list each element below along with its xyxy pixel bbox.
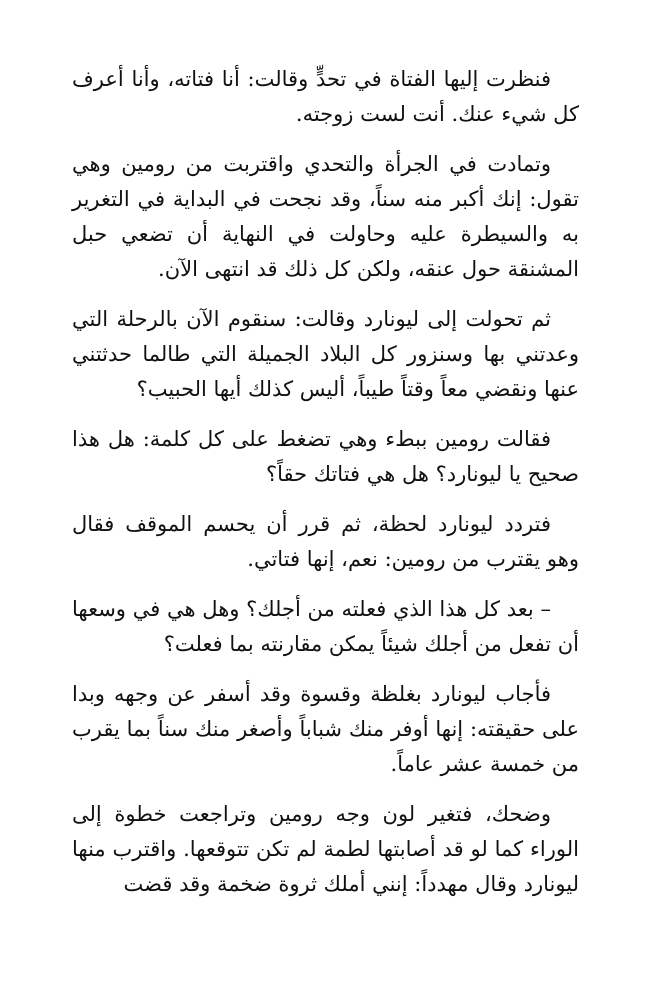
text-body <box>72 62 579 917</box>
paragraph: فأجاب ليونارد بغلظة وقسوة وقد أسفر عن وجهه وبدا على حقيقته: إنها أوفر منك شباباً وأصغر منك سناً بما يقرب من خمسة عشر عاماً. <box>72 682 579 776</box>
paragraph: وتمادت في الجرأة والتحدي واقتربت من رومين وهي تقول: إنك أكبر منه سناً، وقد نجحت في البداية في التغرير به والسيطرة عليه وحاولت في النهاية أن تضعي حبل المشنقة حول عنقه، ولكن كل ذلك قد انتهى الآن. <box>72 152 579 281</box>
paragraph: فنظرت إليها الفتاة في تحدٍّ وقالت: أنا فتاته، وأنا أعرف كل شيء عنك. أنت لست زوجته. <box>72 67 579 126</box>
paragraph: وضحك، فتغير لون وجه رومين وتراجعت خطوة إلى الوراء كما لو قد أصابتها لطمة لم تكن تتوقعها. واقترب منها ليونارد وقال مهدداً: إنني أملك ثروة ضخمة وقد قضت <box>72 802 579 896</box>
paragraph: ثم تحولت إلى ليونارد وقالت: سنقوم الآن بالرحلة التي وعدتني بها وسنزور كل البلاد الجميلة التي طالما حدثتني عنها ونقضي معاً وقتاً طيباً، أليس كذلك أيها الحبيب؟ <box>72 307 579 401</box>
paragraph: فتردد ليونارد لحظة، ثم قرر أن يحسم الموقف فقال وهو يقترب من رومين: نعم، إنها فتاتي. <box>72 512 579 571</box>
dialog-paragraph: – بعد كل هذا الذي فعلته من أجلك؟ وهل هي في وسعها أن تفعل من أجلك شيئاً يمكن مقارنته بما فعلت؟ <box>72 597 579 656</box>
paragraph: فقالت رومين ببطء وهي تضغط على كل كلمة: هل هذا صحيح يا ليونارد؟ هل هي فتاتك حقاً؟ <box>72 427 579 486</box>
